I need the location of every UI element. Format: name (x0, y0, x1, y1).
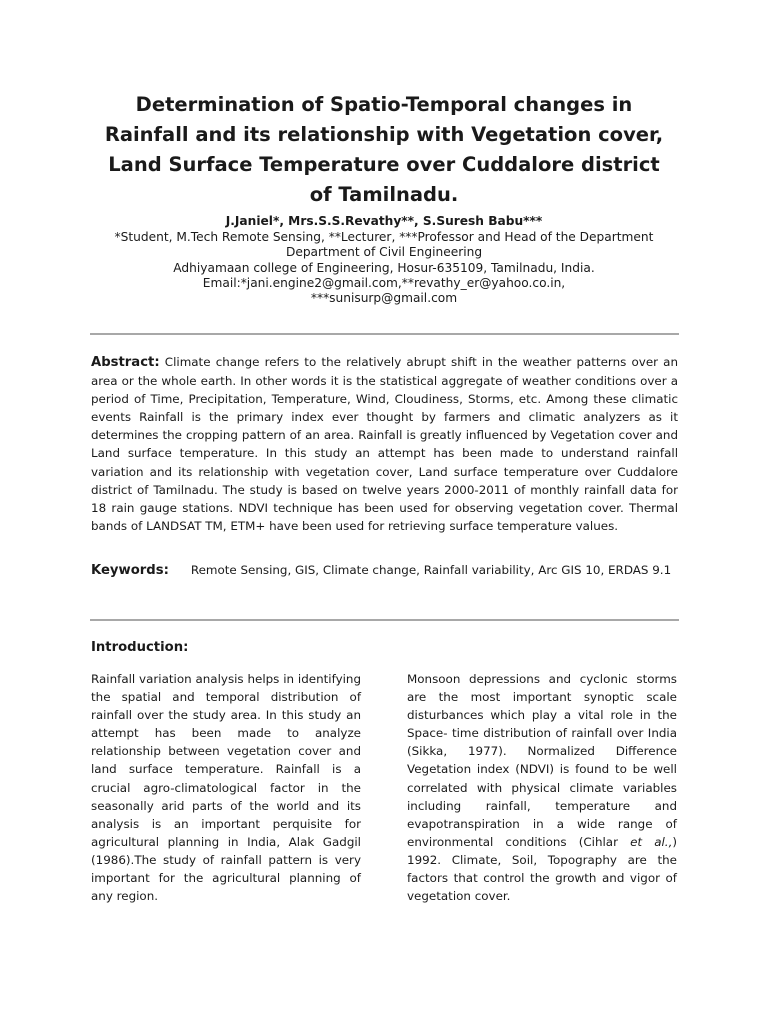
section-divider (90, 333, 679, 335)
title-line: Land Surface Temperature over Cuddalore district (108, 153, 660, 176)
section-divider (90, 619, 679, 621)
paper-title (80, 90, 688, 210)
keywords-text: Remote Sensing, GIS, Climate change, Rainfall variability, Arc GIS 10, ERDAS 9.1 (190, 563, 672, 577)
affiliation-roles: *Student, M.Tech Remote Sensing, **Lecturer, ***Professor and Head of the Department (114, 230, 654, 245)
abstract-label: Abstract: (91, 355, 160, 370)
author-names: J.Janiel*, Mrs.S.S.Revathy**, S.Suresh Babu*** (225, 214, 543, 228)
author-emails: Email:*jani.engine2@gmail.com,**revathy_er@yahoo.co.in, (202, 275, 566, 290)
author-block (60, 214, 708, 306)
right-column-text: Monsoon depressions and cyclonic storms are the most important synoptic scale disturbances which play a vital role in the Space- time distribution of rainfall over India (Sikka, 1977). Normalized Difference Vegetation index (NDVI) is found to be well correlated with physical climate variables including rainfall, temperature and evapotranspiration in a wide range of environmental conditions (Cihlar (407, 672, 677, 849)
introduction-left-column: Rainfall variation analysis helps in identifying the spatial and temporal distribution of rainfall over the study area. In this study an attempt has been made to analyze relationship between vegetation cover and land surface temperature. Rainfall is a crucial agro-climatological factor in the seasonally arid parts of the world and its analysis is an important perquisite for agricultural planning in India, Alak Gadgil (1986).The study of rainfall pattern is very important for the agricultural planning of any region. (91, 672, 361, 904)
introduction-heading: Introduction: (91, 640, 189, 655)
citation-et-al: et al., (630, 834, 673, 849)
title-line: Rainfall and its relationship with Vegetation cover, (104, 123, 664, 146)
title-line: Determination of Spatio-Temporal changes in (135, 93, 633, 116)
author-emails-continued: ***sunisurp@gmail.com (310, 291, 458, 306)
keywords (91, 561, 678, 581)
right-column-text-continued: ) 1992. Climate, Soil, Topography are the factors that control the growth and vigor of vegetation cover. (407, 834, 677, 904)
abstract (91, 353, 678, 535)
affiliation-department: Department of Civil Engineering (285, 245, 483, 260)
abstract-text: Climate change refers to the relatively abrupt shift in the weather patterns over an area or the whole earth. In other words it is the statistical aggregate of weather conditions over a period of Time, Precipitation, Temperature, Wind, Cloudiness, Storms, etc. Among these climatic events Rainfall is the primary index ever thought by farmers and climatic analyzers as it determines the cropping pattern of an area. Rainfall is greatly influenced by Vegetation cover and Land surface temperature. In this study an attempt has been made to understand rainfall variation and its relationship with vegetation cover, Land surface temperature over Cuddalore district of Tamilnadu. The study is based on twelve years 2000-2011 of monthly rainfall data for 18 rain gauge stations. NDVI technique has been used for observing vegetation cover. Thermal bands of LANDSAT TM, ETM+ have been used for retrieving surface temperature values. (91, 355, 679, 533)
keywords-label: Keywords: (91, 563, 169, 578)
affiliation-institution: Adhiyamaan college of Engineering, Hosur-635109, Tamilnadu, India. (173, 260, 595, 275)
title-line: of Tamilnadu. (309, 183, 459, 206)
introduction-right-column (407, 670, 677, 905)
